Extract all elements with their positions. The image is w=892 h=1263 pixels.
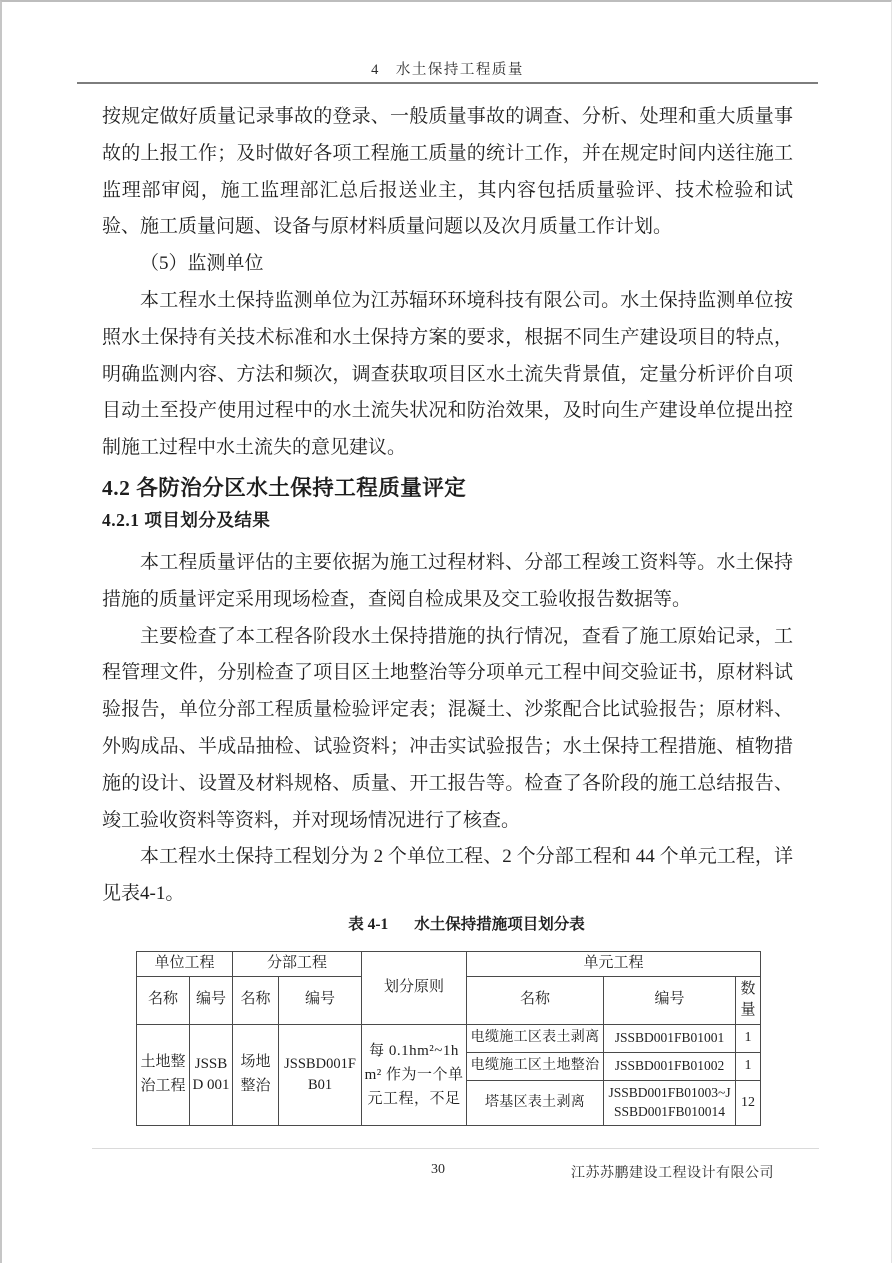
td-element-name-1: 电缆施工区土地整治	[467, 1052, 604, 1080]
paragraph-monitoring-unit: 本工程水土保持监测单位为江苏辐环环境科技有限公司。水土保持监测单位按照水土保持有关技术标准和水土保持方案的要求，根据不同生产建设项目的特点，明确监测内容、方法和频次，调查获取项目区水土流失背景值，定量分析评价自项目动土至投产使用过程中的水土流失状况和防治效果，及时向生产建设单位提出控制施工过程中水土流失的意见建议。	[102, 289, 793, 459]
subsection-heading-4-2-1: 4.2.1 项目划分及结果	[102, 509, 271, 530]
td-element-code-1: JSSBD001FB01002	[604, 1052, 736, 1080]
td-division-name: 场地整治	[233, 1024, 279, 1125]
list-item-5-monitoring-unit: （5）监测单位	[140, 253, 264, 275]
paragraph-quality-records: 按规定做好质量记录事故的登录、一般质量事故的调查、分析、处理和重大质量事故的上报工作；及时做好各项工程施工质量的统计工作，并在规定时间内送往施工监理部审阅，施工监理部汇总后报送业主，其内容包括质量验评、技术检验和试验、施工质量问题、设备与原材料质量问题以及次月质量工作计划。	[102, 106, 793, 238]
td-element-name-0: 电缆施工区表土剥离	[467, 1024, 604, 1052]
td-element-name-2: 塔基区表土剥离	[467, 1080, 604, 1125]
table-caption	[102, 913, 793, 937]
td-unit-code: JSSBD 001	[190, 1024, 233, 1125]
paragraph-project-division: 本工程水土保持工程划分为 2 个单位工程、2 个分部工程和 44 个单元工程，详见表4-1。	[102, 846, 793, 905]
td-element-qty-2: 12	[736, 1080, 761, 1125]
th-division-project: 分部工程	[233, 951, 362, 976]
th-unit-name: 名称	[137, 976, 190, 1024]
th-unit-project: 单位工程	[137, 951, 233, 976]
th-element-project: 单元工程	[467, 951, 761, 976]
page-header-title: 4 水土保持工程质量	[371, 62, 524, 78]
td-element-qty-0: 1	[736, 1024, 761, 1052]
td-element-code-0: JSSBD001FB01001	[604, 1024, 736, 1052]
page-header	[77, 2, 818, 84]
table-caption-label: 表 4-1	[348, 915, 389, 933]
td-division-principle: 每 0.1hm²~1hm² 作为一个单元工程，不足	[362, 1024, 467, 1125]
page-scan-artifact-line	[92, 1148, 819, 1149]
th-division-code: 编号	[279, 976, 362, 1024]
paragraph-evaluation-basis: 本工程质量评估的主要依据为施工过程材料、分部工程竣工资料等。水土保持措施的质量评定采用现场检查，查阅自检成果及交工验收报告数据等。	[102, 551, 793, 610]
section-heading-4-2: 4.2 各防治分区水土保持工程质量评定	[102, 475, 467, 500]
th-division-name: 名称	[233, 976, 279, 1024]
table-row	[137, 1024, 761, 1052]
table-caption-title: 水土保持措施项目划分表	[414, 915, 585, 933]
th-division-principle: 划分原则	[362, 951, 467, 1024]
paragraph-inspection-details: 主要检查了本工程各阶段水土保持措施的执行情况，查看了施工原始记录，工程管理文件，分别检查了项目区土地整治等分项单元工程中间交验证书，原材料试验报告，单位分部工程质量检验评定表；混凝土、沙浆配合比试验报告；原材料、外购成品、半成品抽检、试验资料；冲击实试验报告；水土保持工程措施、植物措施的设计、设置及材料规格、质量、开工报告等。检查了各阶段的施工总结报告、竣工验收资料等资料，并对现场情况进行了核查。	[102, 625, 793, 831]
project-division-table	[136, 951, 761, 1126]
td-element-qty-1: 1	[736, 1052, 761, 1080]
page-footer	[102, 1162, 774, 1182]
page-number: 30	[431, 1162, 445, 1177]
th-element-code: 编号	[604, 976, 736, 1024]
document-body	[102, 99, 793, 1126]
th-element-quantity: 数量	[736, 976, 761, 1024]
td-unit-name: 土地整治工程	[137, 1024, 190, 1125]
th-element-name: 名称	[467, 976, 604, 1024]
table-header-row-1	[137, 951, 761, 976]
td-element-code-2: JSSBD001FB01003~JSSBD001FB010014	[604, 1080, 736, 1125]
th-unit-code: 编号	[190, 976, 233, 1024]
footer-company-name: 江苏苏鹏建设工程设计有限公司	[571, 1166, 774, 1181]
td-division-code: JSSBD001FB01	[279, 1024, 362, 1125]
